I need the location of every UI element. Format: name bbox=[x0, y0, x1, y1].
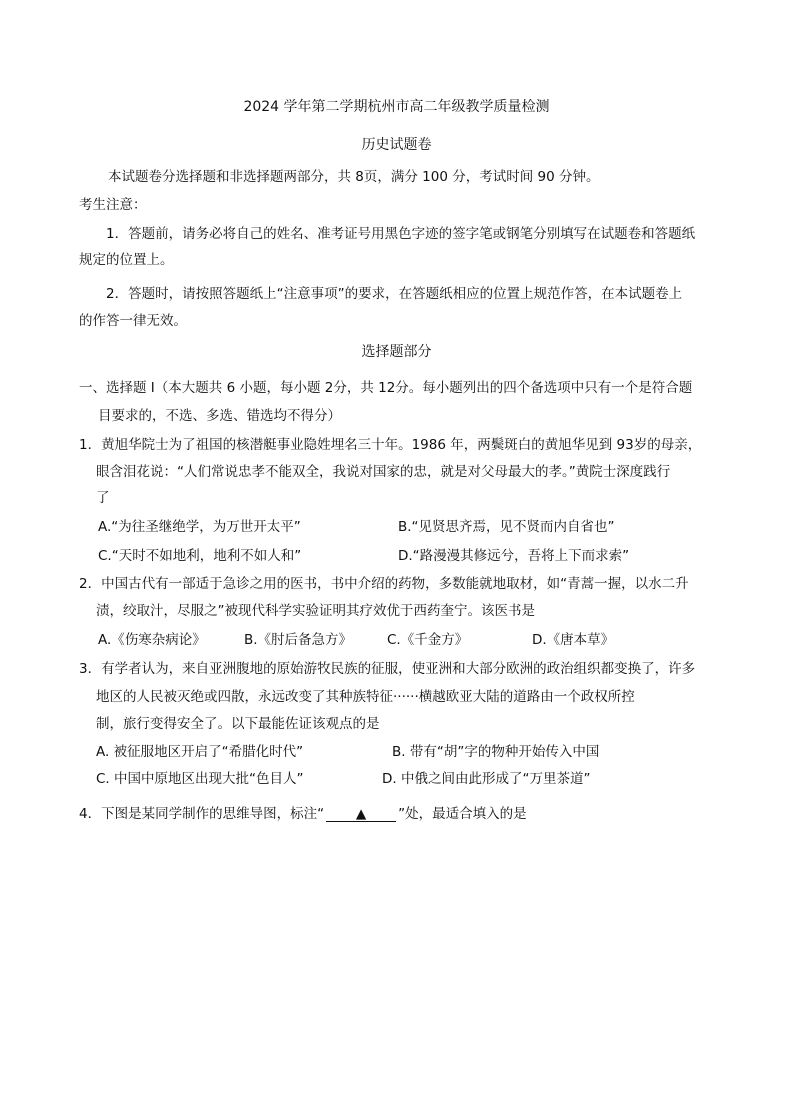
q3-option-d: D. 中俄之间由此形成了“万里茶道” bbox=[382, 771, 591, 787]
section-title: 选择题部分 bbox=[361, 344, 432, 360]
exam-subtitle: 历史试题卷 bbox=[361, 137, 432, 153]
intro-line: 本试题卷分选择题和非选择题两部分，共 8页，满分 100 分，考试时间 90 分钟。 bbox=[108, 169, 600, 185]
q2-option-b: B.《肘后备急方》 bbox=[244, 632, 353, 648]
q2-option-d: D.《唐本草》 bbox=[532, 632, 615, 648]
q4-stem-suffix: ”处，最适合填入的是 bbox=[398, 806, 527, 822]
notice-label: 考生注意： bbox=[79, 197, 147, 213]
notice-1-line-2: 规定的位置上。 bbox=[79, 252, 174, 268]
q2-option-a: A.《伤寒杂病论》 bbox=[98, 632, 206, 648]
notice-2-line-1: 2．答题时，请按照答题纸上“注意事项”的要求，在答题纸相应的位置上规范作答，在本试题卷上 bbox=[106, 286, 683, 302]
triangle-marker-icon: ▲ bbox=[355, 806, 367, 822]
notice-1-line-1: 1．答题前，请务必将自己的姓名、准考证号用黑色字迹的签字笔或钢笔分别填写在试题卷和答题纸 bbox=[106, 226, 696, 242]
q2-option-c: C.《千金方》 bbox=[387, 632, 469, 648]
q1-stem-line-1: 1．黄旭华院士为了祖国的核潜艇事业隐姓埋名三十年。1986 年，两鬓斑白的黄旭华见到 93岁的母亲， bbox=[79, 437, 702, 453]
q1-option-a: A.“为往圣继绝学，为万世开太平” bbox=[98, 519, 301, 535]
q3-option-a: A. 被征服地区开启了“希腊化时代” bbox=[96, 744, 304, 760]
exam-title: 2024 学年第二学期杭州市高二年级教学质量检测 bbox=[243, 99, 550, 115]
part1-instruction-line-1: 一、选择题 I（本大题共 6 小题，每小题 2分，共 12分。每小题列出的四个备选项中只有一个是符合题 bbox=[79, 380, 693, 396]
q3-stem-line-1: 3．有学者认为，来自亚洲腹地的原始游牧民族的征服，使亚洲和大部分欧洲的政治组织都变换了，许多 bbox=[79, 661, 696, 677]
q3-stem-line-3: 制，旅行变得安全了。以下最能佐证该观点的是 bbox=[96, 716, 380, 732]
q1-option-d: D.“路漫漫其修远兮，吾将上下而求索” bbox=[398, 548, 630, 564]
q3-option-b: B. 带有“胡”字的物种开始传入中国 bbox=[392, 744, 600, 760]
q3-option-c: C. 中国中原地区出现大批“色目人” bbox=[96, 771, 304, 787]
q2-stem-line-2: 渍，绞取汁，尽服之”被现代科学实验证明其疗效优于西药奎宁。该医书是 bbox=[96, 603, 535, 619]
q1-option-c: C.“天时不如地利，地利不如人和” bbox=[98, 548, 302, 564]
q3-stem-line-2: 地区的人民被灭绝或四散，永远改变了其种族特征······横越欧亚大陆的道路由一个政权所控 bbox=[96, 689, 635, 705]
notice-2-line-2: 的作答一律无效。 bbox=[79, 313, 187, 329]
q4-stem bbox=[79, 802, 527, 822]
q1-option-b: B.“见贤思齐焉，见不贤而内自省也” bbox=[398, 519, 615, 535]
q1-stem-line-2: 眼含泪花说：“人们常说忠孝不能双全，我说对国家的忠，就是对父母最大的孝。”黄院士深度践行 bbox=[96, 464, 671, 480]
q4-blank bbox=[326, 807, 396, 822]
q1-stem-line-3: 了 bbox=[96, 490, 110, 506]
q4-stem-prefix: 4．下图是某同学制作的思维导图，标注“ bbox=[79, 806, 325, 822]
part1-instruction-line-2: 目要求的，不选、多选、错选均不得分） bbox=[98, 408, 341, 424]
q2-stem-line-1: 2．中国古代有一部适于急诊之用的医书，书中介绍的药物，多数能就地取材，如“青蒿一握，以水二升 bbox=[79, 576, 689, 592]
